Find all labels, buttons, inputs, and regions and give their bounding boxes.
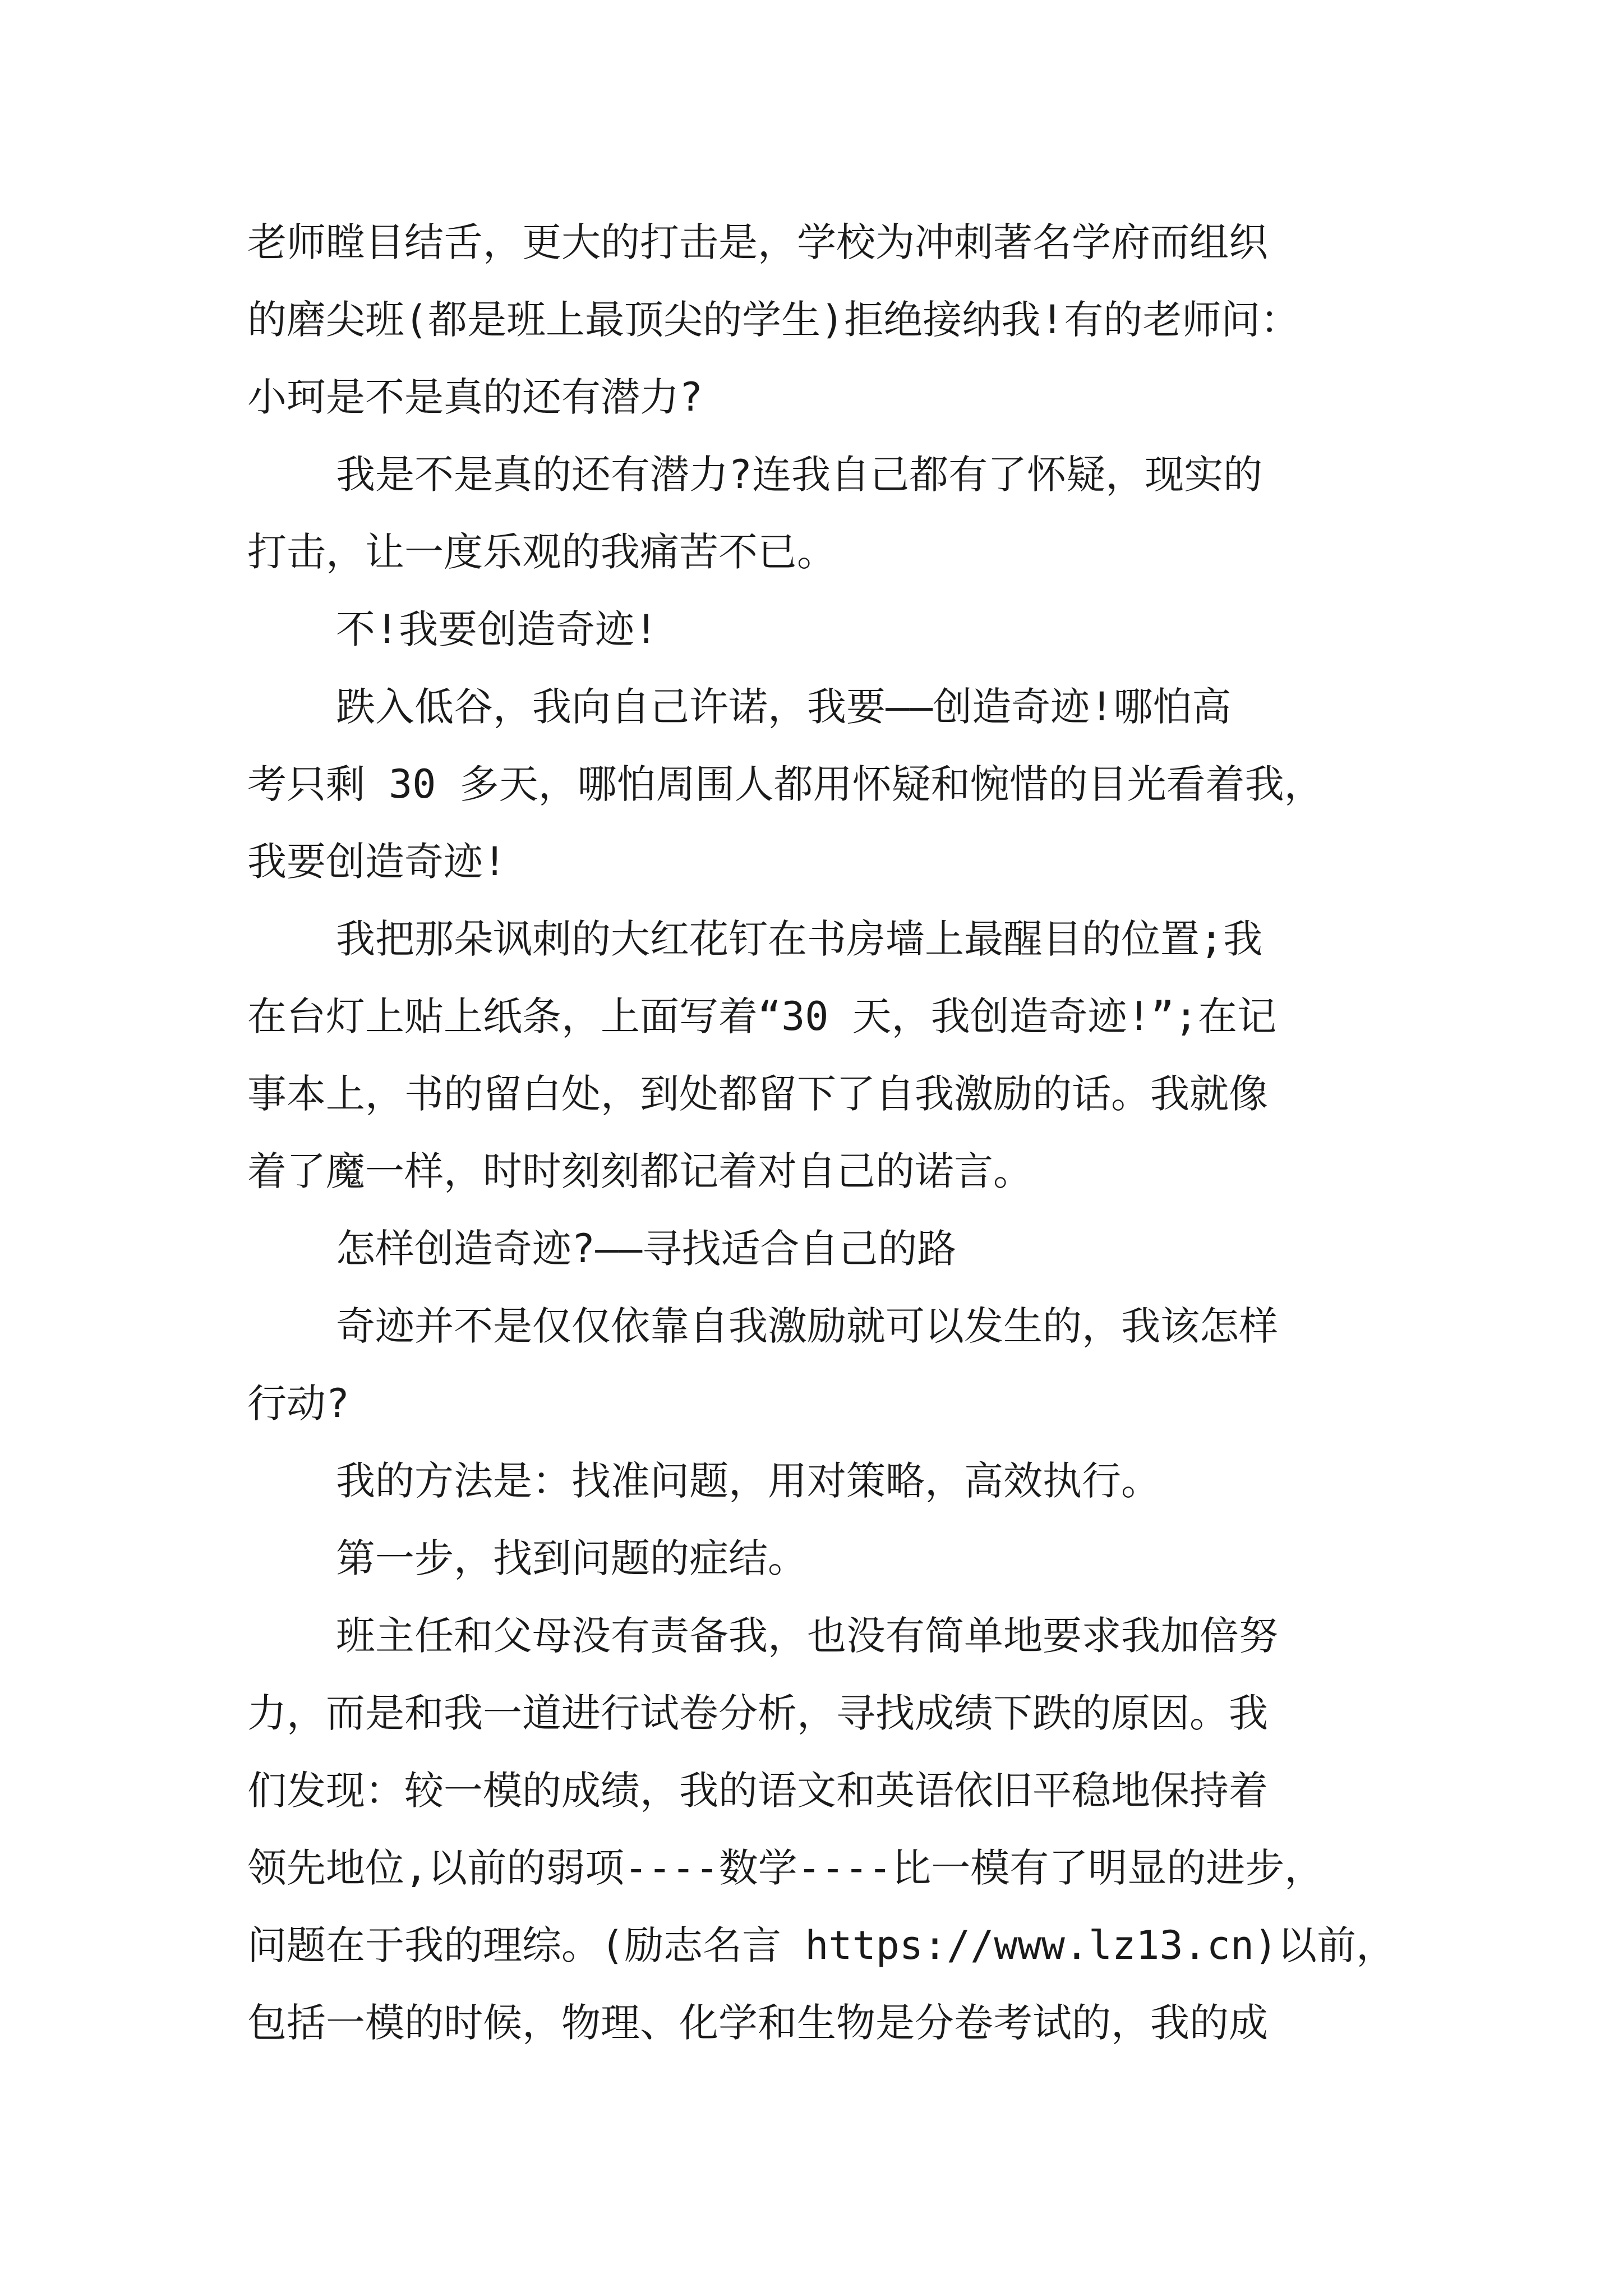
paragraph-start-line: 我把那朵讽刺的大红花钉在书房墙上最醒目的位置;我 [336, 916, 1263, 962]
paragraph-start-line: 怎样创造奇迹?——寻找适合自己的路 [336, 1226, 957, 1272]
text-line: 我要创造奇迹! [247, 839, 507, 885]
text-line: 在台灯上贴上纸条，上面写着“30 天，我创造奇迹!”;在记 [247, 993, 1277, 1039]
text-line: 力，而是和我一道进行试卷分析，寻找成绩下跌的原因。我 [247, 1690, 1268, 1736]
text-line: 行动? [247, 1381, 350, 1427]
paragraph-start-line: 班主任和父母没有责备我，也没有简单地要求我加倍努 [336, 1613, 1278, 1659]
text-line: 老师瞠目结舌，更大的打击是，学校为冲刺著名学府而组织 [247, 219, 1268, 265]
paragraph-start-line: 跌入低谷，我向自己许诺，我要——创造奇迹!哪怕高 [336, 684, 1232, 730]
text-line: 打击，让一度乐观的我痛苦不已。 [247, 529, 836, 575]
text-line: 问题在于我的理综。(励志名言 https://www.lz13.cn)以前， [247, 1922, 1396, 1968]
text-line: 领先地位,以前的弱项----数学----比一模有了明显的进步， [247, 1845, 1324, 1891]
text-line: 事本上，书的留白处，到处都留下了自我激励的话。我就像 [247, 1071, 1268, 1117]
paragraph-start-line: 我的方法是：找准问题，用对策略，高效执行。 [336, 1458, 1160, 1504]
paragraph-start-line: 不!我要创造奇迹! [336, 606, 658, 652]
paragraph-start-line: 奇迹并不是仅仅依靠自我激励就可以发生的，我该怎样 [336, 1303, 1278, 1349]
paragraph-start-line: 我是不是真的还有潜力?连我自己都有了怀疑，现实的 [336, 452, 1263, 498]
text-line: 包括一模的时候，物理、化学和生物是分卷考试的，我的成 [247, 2000, 1268, 2046]
text-line: 们发现：较一模的成绩，我的语文和英语依旧平稳地保持着 [247, 1768, 1268, 1814]
text-line: 小珂是不是真的还有潜力? [247, 374, 703, 420]
paragraph-start-line: 第一步，找到问题的症结。 [336, 1535, 807, 1581]
text-line: 考只剩 30 多天，哪怕周围人都用怀疑和惋惜的目光看着我， [247, 761, 1324, 807]
text-line: 的磨尖班(都是班上最顶尖的学生)拒绝接纳我!有的老师问： [247, 297, 1300, 343]
text-line: 着了魔一样，时时刻刻都记着对自己的诺言。 [247, 1148, 1032, 1194]
